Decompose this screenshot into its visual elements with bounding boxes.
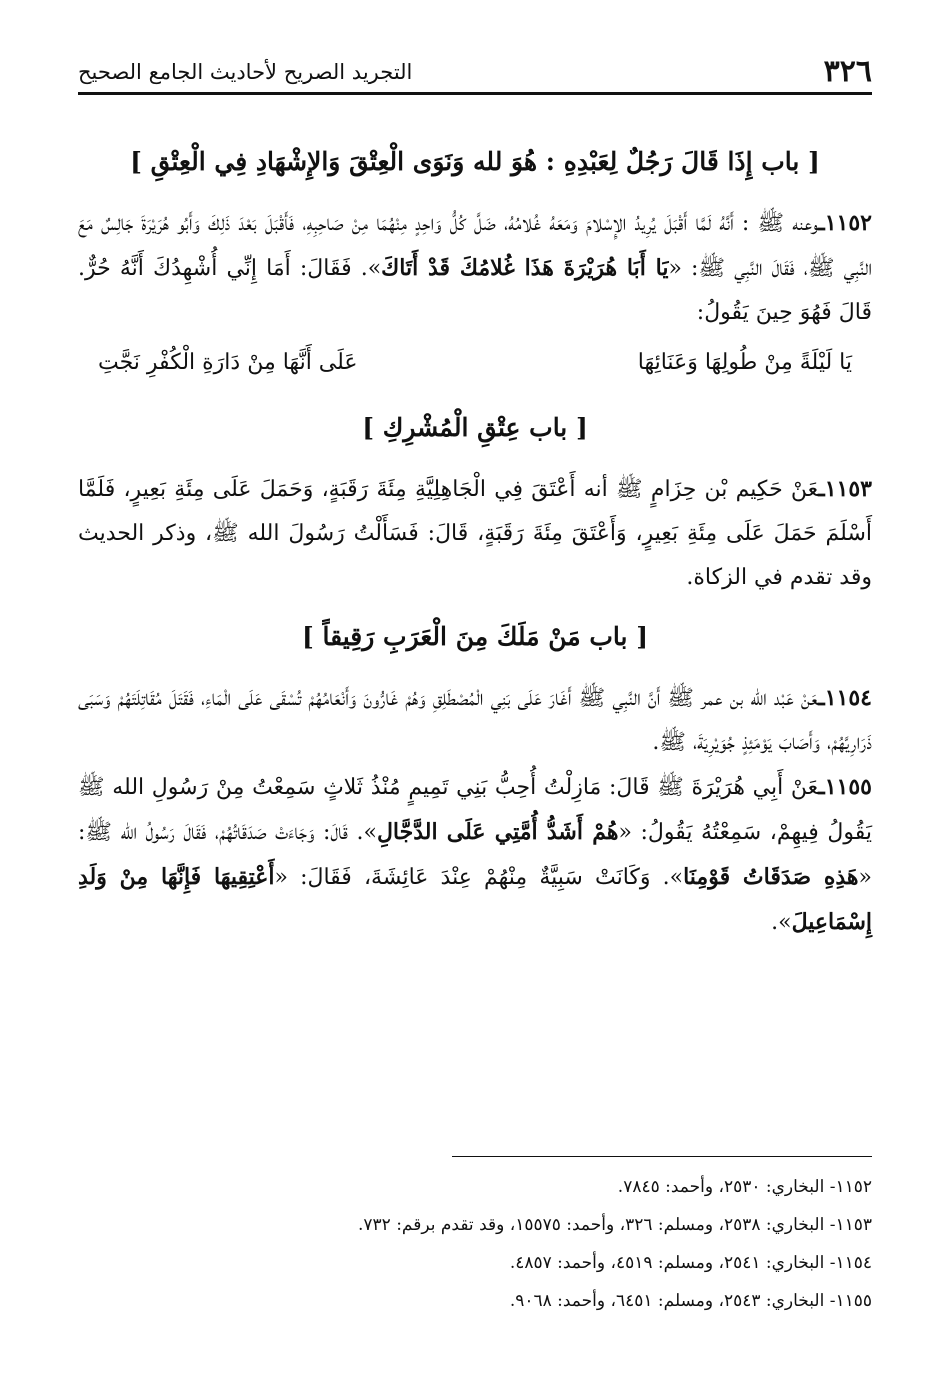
- footnote-1154: ١١٥٤- البخاري: ٢٥٤١، ومسلم: ٤٥١٩، وأحمد: ٤٨٥٧.: [509, 1253, 872, 1273]
- hadith-text: ». قَالَ: وَجَاءَتْ صَدَقَاتُهُمْ، فَقَالَ رَسُولُ الله ﷺ: «: [78, 820, 872, 890]
- hadith-1153: [78, 467, 872, 600]
- prophet-quote: هَذِهِ صَدَقَاتُ قَوْمِنَا: [683, 864, 859, 890]
- hadith-1155: [78, 765, 872, 945]
- hadith-text: عَنْ عَبْد الله بن عمر ﷺ أَنَّ النَّبِي ﷺ أَغَارَ عَلَى بَنِي الْمُصْطَلِقِ وَهُمْ غَارُّونَ وَأَنْعَامُهُمْ تُسْقَى عَلَى الْمَاءِ، فَقَتَلَ مُقَاتِلَتَهُمْ وَسَبَى ذَرَارِيَّهُمْ، وَأَصَابَ يَوْمَئِذٍ جُوَيْرِيَةَ، ﷺ.: [78, 686, 872, 755]
- poem-hemistich-left: عَلَى أَنَّهَا مِنْ دَارَةِ الْكُفْرِ نَجَّتِ: [98, 350, 358, 375]
- page-header: [78, 52, 872, 92]
- poem-hemistich-right: يَا لَيْلَةً مِنْ طُولِهَا وَعَنَائِهَا: [637, 350, 852, 375]
- hadith-number: ١١٥٢ـ: [818, 210, 872, 236]
- chapter-heading: [ باب مَنْ مَلَكَ مِنَ الْعَرَبِ رَقِيقاً ]: [301, 622, 649, 651]
- footnote-1153: ١١٥٣- البخاري: ٢٥٣٨، ومسلم: ٣٢٦، وأحمد: ١٥٥٧٥، وقد تقدم برقم: ٧٣٢.: [357, 1215, 872, 1235]
- hadith-text: عَنْ أَبِي هُرَيْرَةَ ﷺ قَالَ: مَازِلْتُ أُحِبُّ بَنِي تَمِيمٍ مُنْذُ ثَلاثٍ سَمِعْتُ مِنْ رَسُولِ الله ﷺ يَقُولُ فِيهِمْ، سَمِعْتُهُ يَقُولُ: «: [78, 775, 872, 845]
- prophet-quote: أَعْتِقِيهَا فَإِنَّهَا مِنْ وَلَدِ إِسْمَاعِيلَ: [78, 864, 872, 935]
- prophet-quote: يَا أَبَا هُرَيْرَةَ هَذَا غُلامُكَ قَدْ أَتَاكَ: [381, 255, 669, 281]
- main-text: [78, 125, 872, 945]
- poem-verse: [98, 335, 852, 391]
- footnote-rule: [452, 1156, 872, 1157]
- hadith-text: ». وَكَانَتْ سَبِيَّةٌ مِنْهُمْ عِنْدَ عَائِشَةَ، فَقَالَ: «: [274, 865, 684, 890]
- hadith-text: وعنه ﷺ : أَنَّهُ لَمَّا أَقْبَلَ يُرِيدُ الإِسْلامَ وَمَعَهُ غُلامُهُ، ضَلَّ كُلُّ وَاحِدٍ مِنْهُمَا مِنْ صَاحِبِهِ، فَأَقْبَلَ بَعْدَ ذَلِكَ وَأَبُو هُرَيْرَةَ جَالِسٌ مَعَ النَّبِي ﷺ، فَقَالَ النَّبِي ﷺ: «: [78, 211, 872, 281]
- hadith-text: ». فَقَالَ: أَمَا إِنِّي أُشْهِدُكَ أَنَّهُ حُرٌّ. قَالَ فَهُوَ حِينَ يَقُولُ:: [78, 256, 872, 325]
- hadith-number: ١١٥٣ـ: [818, 476, 872, 502]
- hadith-1154: [78, 676, 872, 765]
- chapter-heading: [ باب عِتْقِ الْمُشْرِكِ ]: [362, 413, 588, 442]
- hadith-text: عَنْ حَكِيم بْن حِزَامٍ ﷺ أنه أَعْتَقَ فِي الْجَاهِلِيَّةِ مِئَةَ رَقَبَةٍ، وَحَمَلَ عَلَى مِئَةِ بَعِيرٍ، فَلَمَّا أَسْلَمَ حَمَلَ عَلَى مِئَةِ بَعِيرٍ، وَأَعْتَقَ مِئَةَ رَقَبَةٍ، قَالَ: فَسَأَلْتُ رَسُولَ الله ﷺ، وذكر الحديث وقد تقدم في الزكاة.: [78, 477, 872, 590]
- chapter-heading: [ باب إِذَا قَالَ رَجُلٌ لِعَبْدِهِ : هُوَ لله وَنَوَى الْعِتْقَ وَالإِشْهَادِ فِي الْعِتْقِ ]: [130, 147, 820, 176]
- hadith-number: ١١٥٤ـ: [818, 685, 872, 711]
- running-title: التجريد الصريح لأحاديث الجامع الصحيح: [78, 60, 413, 84]
- footnote-1155: ١١٥٥- البخاري: ٢٥٤٣، ومسلم: ٦٤٥١، وأحمد: ٩٠٦٨.: [509, 1291, 872, 1311]
- hadith-1152: [78, 201, 872, 335]
- footnotes: [78, 1168, 872, 1320]
- page-number: ٣٢٦: [823, 54, 872, 89]
- hadith-text: ».: [771, 910, 792, 935]
- hadith-number: ١١٥٥ـ: [818, 774, 872, 800]
- prophet-quote: هُمْ أَشَدُّ أُمَّتِي عَلَى الدَّجَّالِ: [376, 819, 619, 845]
- header-rule: [78, 92, 872, 95]
- footnote-1152: ١١٥٢- البخاري: ٢٥٣٠، وأحمد: ٧٨٤٥.: [617, 1177, 872, 1197]
